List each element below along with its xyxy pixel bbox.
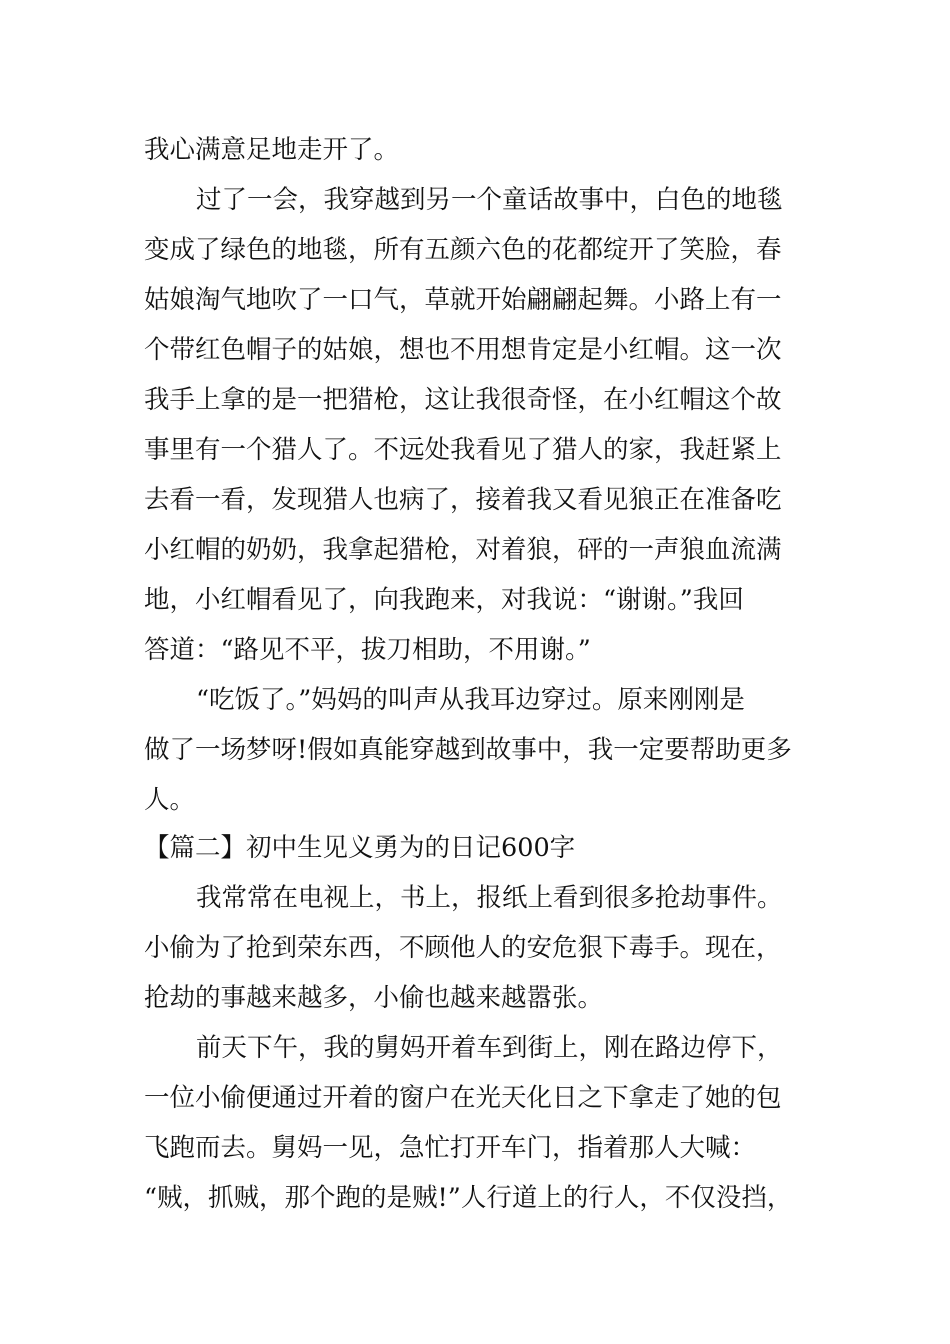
text-line: 个带红色帽子的姑娘，想也不用想肯定是小红帽。这一次: [144, 335, 782, 365]
text-line: 飞跑而去。舅妈一见，急忙打开车门，指着那人大喊：: [144, 1133, 757, 1163]
text-line: 变成了绿色的地毯，所有五颜六色的花都绽开了笑脸，春: [144, 235, 782, 265]
text-line: “贼，抓贼，那个跑的是贼!”人行道上的行人，不仅没挡，: [144, 1183, 793, 1213]
paragraph-start-line: 前天下午，我的舅妈开着车到街上，刚在路边停下，: [196, 1033, 783, 1063]
text-line: 小偷为了抢到荣东西，不顾他人的安危狠下毒手。现在，: [144, 933, 782, 963]
paragraph-start-line: 我常常在电视上，书上，报纸上看到很多抢劫事件。: [196, 883, 783, 913]
text-line: 人。: [144, 785, 196, 815]
text-line: 地，小红帽看见了，向我跑来，对我说：“谢谢。”我回: [144, 585, 744, 615]
text-line: 姑娘淘气地吹了一口气，草就开始翩翩起舞。小路上有一: [144, 285, 782, 315]
text-line: 我手上拿的是一把猎枪，这让我很奇怪，在小红帽这个故: [144, 385, 782, 415]
text-line: 去看一看，发现猎人也病了，接着我又看见狼正在准备吃: [144, 485, 782, 515]
text-line: 答道：“路见不平，拔刀相助，不用谢。”: [144, 635, 591, 665]
text-line: 做了一场梦呀!假如真能穿越到故事中，我一定要帮助更多: [144, 735, 792, 765]
section-heading: 【篇二】初中生见义勇为的日记600字: [144, 833, 576, 863]
paragraph-start-line: 过了一会，我穿越到另一个童话故事中，白色的地毯: [196, 185, 783, 215]
text-line: 小红帽的奶奶，我拿起猎枪，对着狼，砰的一声狼血流满: [144, 535, 782, 565]
paragraph-start-line: “吃饭了。”妈妈的叫声从我耳边穿过。原来刚刚是: [196, 685, 745, 715]
text-line: 抢劫的事越来越多，小偷也越来越嚣张。: [144, 983, 604, 1013]
text-line: 我心满意足地走开了。: [144, 135, 400, 165]
text-line: 一位小偷便通过开着的窗户在光天化日之下拿走了她的包: [144, 1083, 782, 1113]
text-line: 事里有一个猎人了。不远处我看见了猎人的家，我赶紧上: [144, 435, 782, 465]
